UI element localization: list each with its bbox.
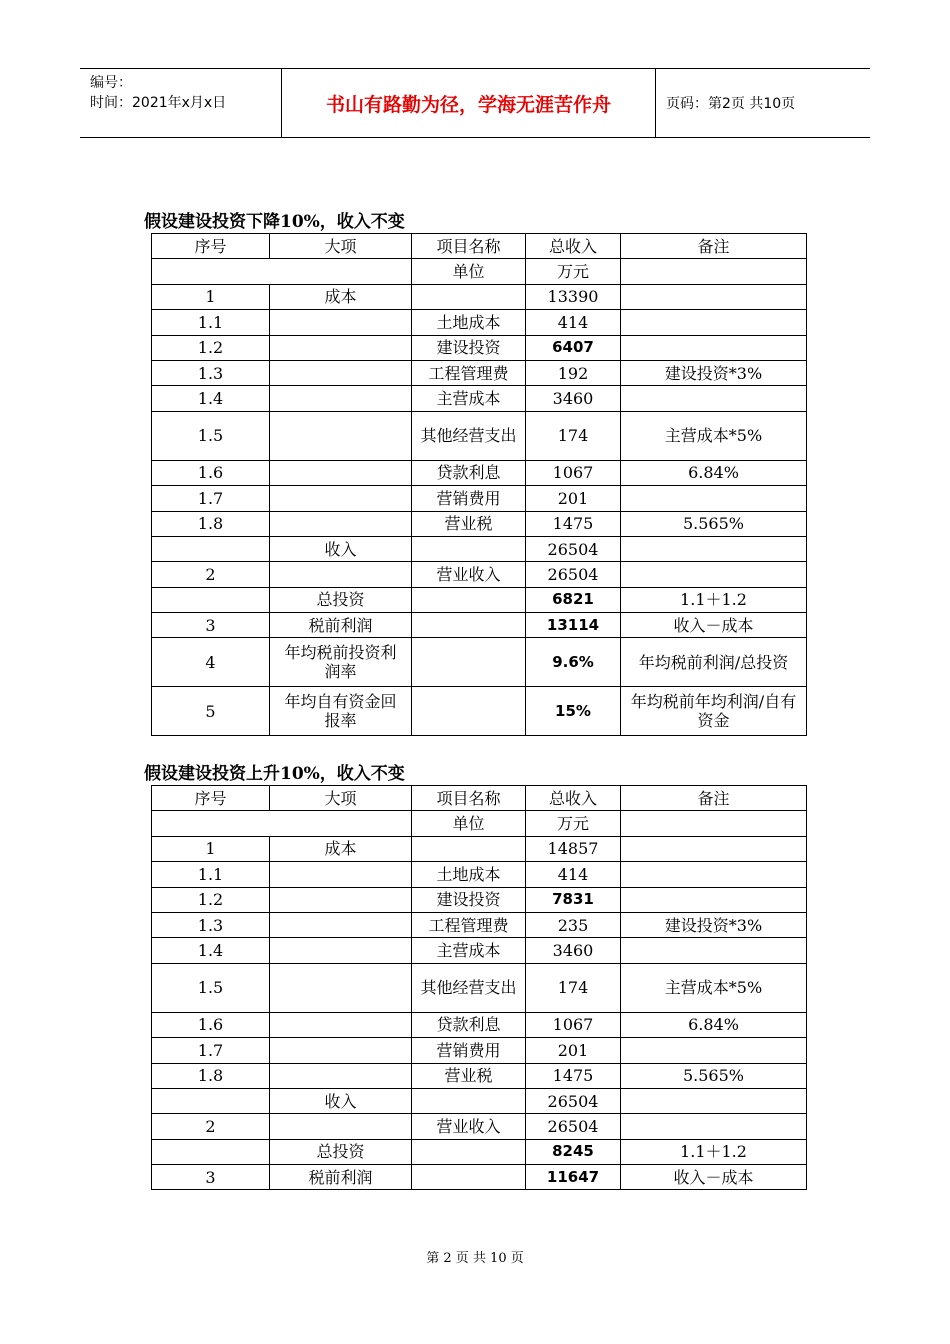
- table-cell: [412, 536, 526, 561]
- table-cell: [621, 1038, 807, 1063]
- table-cell: [270, 460, 412, 485]
- table-cell: 建设投资*3%: [621, 360, 807, 385]
- table-cell: [621, 938, 807, 963]
- table-cell: 备注: [621, 786, 807, 811]
- section1-title: 假设建设投资下降10%，收入不变: [144, 212, 405, 232]
- table-cell: 1.7: [152, 486, 270, 511]
- table-row: [152, 587, 807, 612]
- table-cell: [412, 1139, 526, 1164]
- table-cell: [621, 1114, 807, 1139]
- table-cell: 6407: [526, 335, 621, 360]
- table-cell: 建设投资: [412, 335, 526, 360]
- table-cell: 总收入: [526, 234, 621, 259]
- table-cell: [621, 259, 807, 284]
- page-header: [80, 68, 870, 138]
- table-cell: [621, 284, 807, 309]
- table-row: [152, 284, 807, 309]
- table-cell: 备注: [621, 234, 807, 259]
- table-cell: 6.84%: [621, 1012, 807, 1037]
- table-cell: 营销费用: [412, 486, 526, 511]
- table-cell: 成本: [270, 284, 412, 309]
- table-row: [152, 386, 807, 411]
- table-cell: 营业税: [412, 1063, 526, 1088]
- table-row: [152, 335, 807, 360]
- table-cell: 3: [152, 613, 270, 638]
- table-cell: 14857: [526, 836, 621, 861]
- table-cell: 工程管理费: [412, 912, 526, 937]
- table-cell: 1.1＋1.2: [621, 587, 807, 612]
- table-cell: 15%: [526, 687, 621, 736]
- header-meta: [80, 69, 281, 137]
- table-cell: [270, 335, 412, 360]
- table-cell: 营业收入: [412, 1114, 526, 1139]
- table-cell: 成本: [270, 836, 412, 861]
- table-cell: [621, 1088, 807, 1113]
- table-cell: 13114: [526, 613, 621, 638]
- table-row: [152, 887, 807, 912]
- table-cell: 1.1: [152, 862, 270, 887]
- table-cell: [270, 386, 412, 411]
- table-cell: 3460: [526, 938, 621, 963]
- table-cell: 单位: [412, 259, 526, 284]
- table-row: [152, 638, 807, 687]
- table-cell: 1.7: [152, 1038, 270, 1063]
- table-cell: 6821: [526, 587, 621, 612]
- table-row: [152, 1012, 807, 1037]
- header-slogan: 书山有路勤为径，学海无涯苦作舟: [281, 69, 656, 137]
- table-cell: 营销费用: [412, 1038, 526, 1063]
- table-row: [152, 411, 807, 460]
- table-cell: 贷款利息: [412, 460, 526, 485]
- table-cell: 1.5: [152, 411, 270, 460]
- table-cell: 总收入: [526, 786, 621, 811]
- table-cell: 单位: [412, 811, 526, 836]
- table-cell: [270, 411, 412, 460]
- table-cell: 174: [526, 963, 621, 1012]
- table-cell: 9.6%: [526, 638, 621, 687]
- table-cell: 414: [526, 862, 621, 887]
- page-footer: 第 2 页 共 10 页: [426, 1251, 524, 1266]
- table-cell: 税前利润: [270, 613, 412, 638]
- table-cell: 总投资: [270, 587, 412, 612]
- table-row: [152, 460, 807, 485]
- table-cell: 3460: [526, 386, 621, 411]
- table-cell: 收入: [270, 536, 412, 561]
- table-cell: [621, 386, 807, 411]
- table-cell: 年均自有资金回报率: [270, 687, 412, 736]
- table-cell: [621, 862, 807, 887]
- table-cell: 26504: [526, 536, 621, 561]
- table-cell: [412, 687, 526, 736]
- table-cell: 1.3: [152, 912, 270, 937]
- table-cell: 工程管理费: [412, 360, 526, 385]
- table-row: [152, 938, 807, 963]
- table-cell: 192: [526, 360, 621, 385]
- table-cell: 8245: [526, 1139, 621, 1164]
- document-number: 编号：: [90, 75, 132, 91]
- table-cell: 大项: [270, 786, 412, 811]
- table-cell: [270, 562, 412, 587]
- table-cell: 年均税前年均利润/自有资金: [621, 687, 807, 736]
- table-cell: 26504: [526, 562, 621, 587]
- table-row: [152, 811, 807, 836]
- table-row: [152, 1088, 807, 1113]
- table-cell: 收入－成本: [621, 1165, 807, 1190]
- table-cell: [152, 587, 270, 612]
- table-cell: 1.3: [152, 360, 270, 385]
- table-cell: 营业税: [412, 511, 526, 536]
- table-cell: 项目名称: [412, 786, 526, 811]
- table-cell: 1.6: [152, 460, 270, 485]
- table-cell: [152, 1139, 270, 1164]
- table-cell: 总投资: [270, 1139, 412, 1164]
- table-cell: 26504: [526, 1088, 621, 1113]
- table-cell: 1: [152, 284, 270, 309]
- table-row: [152, 259, 807, 284]
- table-cell: 收入: [270, 1088, 412, 1113]
- table-cell: [270, 1012, 412, 1037]
- table-row: [152, 310, 807, 335]
- table-cell: [270, 912, 412, 937]
- table-row: [152, 963, 807, 1012]
- table-cell: [270, 963, 412, 1012]
- table-cell: 414: [526, 310, 621, 335]
- table-cell: [412, 613, 526, 638]
- table-row: [152, 1114, 807, 1139]
- table-cell: [152, 536, 270, 561]
- table-row: [152, 786, 807, 811]
- table-cell: 5.565%: [621, 1063, 807, 1088]
- table-cell: [270, 887, 412, 912]
- table-row: [152, 1139, 807, 1164]
- table-row: [152, 687, 807, 736]
- table-cell: [412, 1165, 526, 1190]
- table-cell: 主营成本*5%: [621, 963, 807, 1012]
- table-cell: 建设投资*3%: [621, 912, 807, 937]
- table-cell: 7831: [526, 887, 621, 912]
- table-cell: 建设投资: [412, 887, 526, 912]
- table-cell: [270, 1063, 412, 1088]
- table-cell: 5.565%: [621, 511, 807, 536]
- table-cell: 1.1: [152, 310, 270, 335]
- table-cell: [270, 1038, 412, 1063]
- table-cell: 201: [526, 486, 621, 511]
- table-cell: [270, 938, 412, 963]
- table-cell: [152, 1088, 270, 1113]
- section1-table: [151, 233, 807, 736]
- table-cell: 1: [152, 836, 270, 861]
- table-cell: [412, 836, 526, 861]
- table-row: [152, 1038, 807, 1063]
- table-cell: 其他经营支出: [412, 411, 526, 460]
- table-cell: 序号: [152, 234, 270, 259]
- table-cell: 4: [152, 638, 270, 687]
- table-cell: 其他经营支出: [412, 963, 526, 1012]
- table-cell: 1475: [526, 511, 621, 536]
- table-cell: 年均税前利润/总投资: [621, 638, 807, 687]
- table-cell: [412, 587, 526, 612]
- table-cell: 万元: [526, 259, 621, 284]
- table-cell: [621, 836, 807, 861]
- table-cell: [412, 638, 526, 687]
- table-cell: 1.5: [152, 963, 270, 1012]
- table-cell: 2: [152, 562, 270, 587]
- table-cell: 13390: [526, 284, 621, 309]
- table-cell: 1475: [526, 1063, 621, 1088]
- table-cell: 1.4: [152, 386, 270, 411]
- table-cell: 营业收入: [412, 562, 526, 587]
- table-cell: [621, 811, 807, 836]
- table-row: [152, 912, 807, 937]
- section2-table: [151, 785, 807, 1190]
- table-cell: 项目名称: [412, 234, 526, 259]
- table-cell: [152, 259, 412, 284]
- table-cell: [412, 284, 526, 309]
- table-cell: 11647: [526, 1165, 621, 1190]
- table-cell: 大项: [270, 234, 412, 259]
- table-cell: 主营成本: [412, 938, 526, 963]
- table-row: [152, 486, 807, 511]
- table-cell: 1.1＋1.2: [621, 1139, 807, 1164]
- table-cell: [270, 511, 412, 536]
- table-cell: 1.8: [152, 511, 270, 536]
- table-cell: [621, 310, 807, 335]
- table-cell: [270, 486, 412, 511]
- table-cell: [270, 310, 412, 335]
- table-cell: 1.2: [152, 335, 270, 360]
- table-cell: 1.2: [152, 887, 270, 912]
- table-cell: 土地成本: [412, 862, 526, 887]
- document-time: 时间：2021年x月x日: [90, 95, 227, 111]
- table-row: [152, 862, 807, 887]
- table-cell: 1.4: [152, 938, 270, 963]
- table-cell: [412, 1088, 526, 1113]
- table-cell: [621, 536, 807, 561]
- table-cell: 主营成本*5%: [621, 411, 807, 460]
- table-cell: [270, 862, 412, 887]
- table-cell: 序号: [152, 786, 270, 811]
- table-cell: [621, 887, 807, 912]
- table-row: [152, 1165, 807, 1190]
- section2-title: 假设建设投资上升10%，收入不变: [144, 764, 405, 784]
- table-cell: 235: [526, 912, 621, 937]
- table-row: [152, 562, 807, 587]
- table-row: [152, 360, 807, 385]
- table-cell: 年均税前投资利润率: [270, 638, 412, 687]
- table-cell: [270, 1114, 412, 1139]
- table-cell: 26504: [526, 1114, 621, 1139]
- table-cell: [621, 562, 807, 587]
- table-cell: 万元: [526, 811, 621, 836]
- table-row: [152, 836, 807, 861]
- table-cell: 5: [152, 687, 270, 736]
- table-cell: 174: [526, 411, 621, 460]
- table-row: [152, 1063, 807, 1088]
- table-cell: [621, 335, 807, 360]
- table-cell: 1.8: [152, 1063, 270, 1088]
- table-row: [152, 234, 807, 259]
- table-cell: 收入－成本: [621, 613, 807, 638]
- table-cell: [270, 360, 412, 385]
- table-cell: 1067: [526, 1012, 621, 1037]
- table-cell: [621, 486, 807, 511]
- table-cell: 贷款利息: [412, 1012, 526, 1037]
- table-row: [152, 613, 807, 638]
- table-row: [152, 511, 807, 536]
- table-cell: 1.6: [152, 1012, 270, 1037]
- table-cell: 6.84%: [621, 460, 807, 485]
- table-cell: [152, 811, 412, 836]
- table-cell: 3: [152, 1165, 270, 1190]
- table-cell: 1067: [526, 460, 621, 485]
- table-cell: 税前利润: [270, 1165, 412, 1190]
- header-page-number: 页码：第2页 共10页: [666, 96, 796, 112]
- table-cell: 主营成本: [412, 386, 526, 411]
- table-cell: 2: [152, 1114, 270, 1139]
- table-cell: 201: [526, 1038, 621, 1063]
- table-row: [152, 536, 807, 561]
- table-cell: 土地成本: [412, 310, 526, 335]
